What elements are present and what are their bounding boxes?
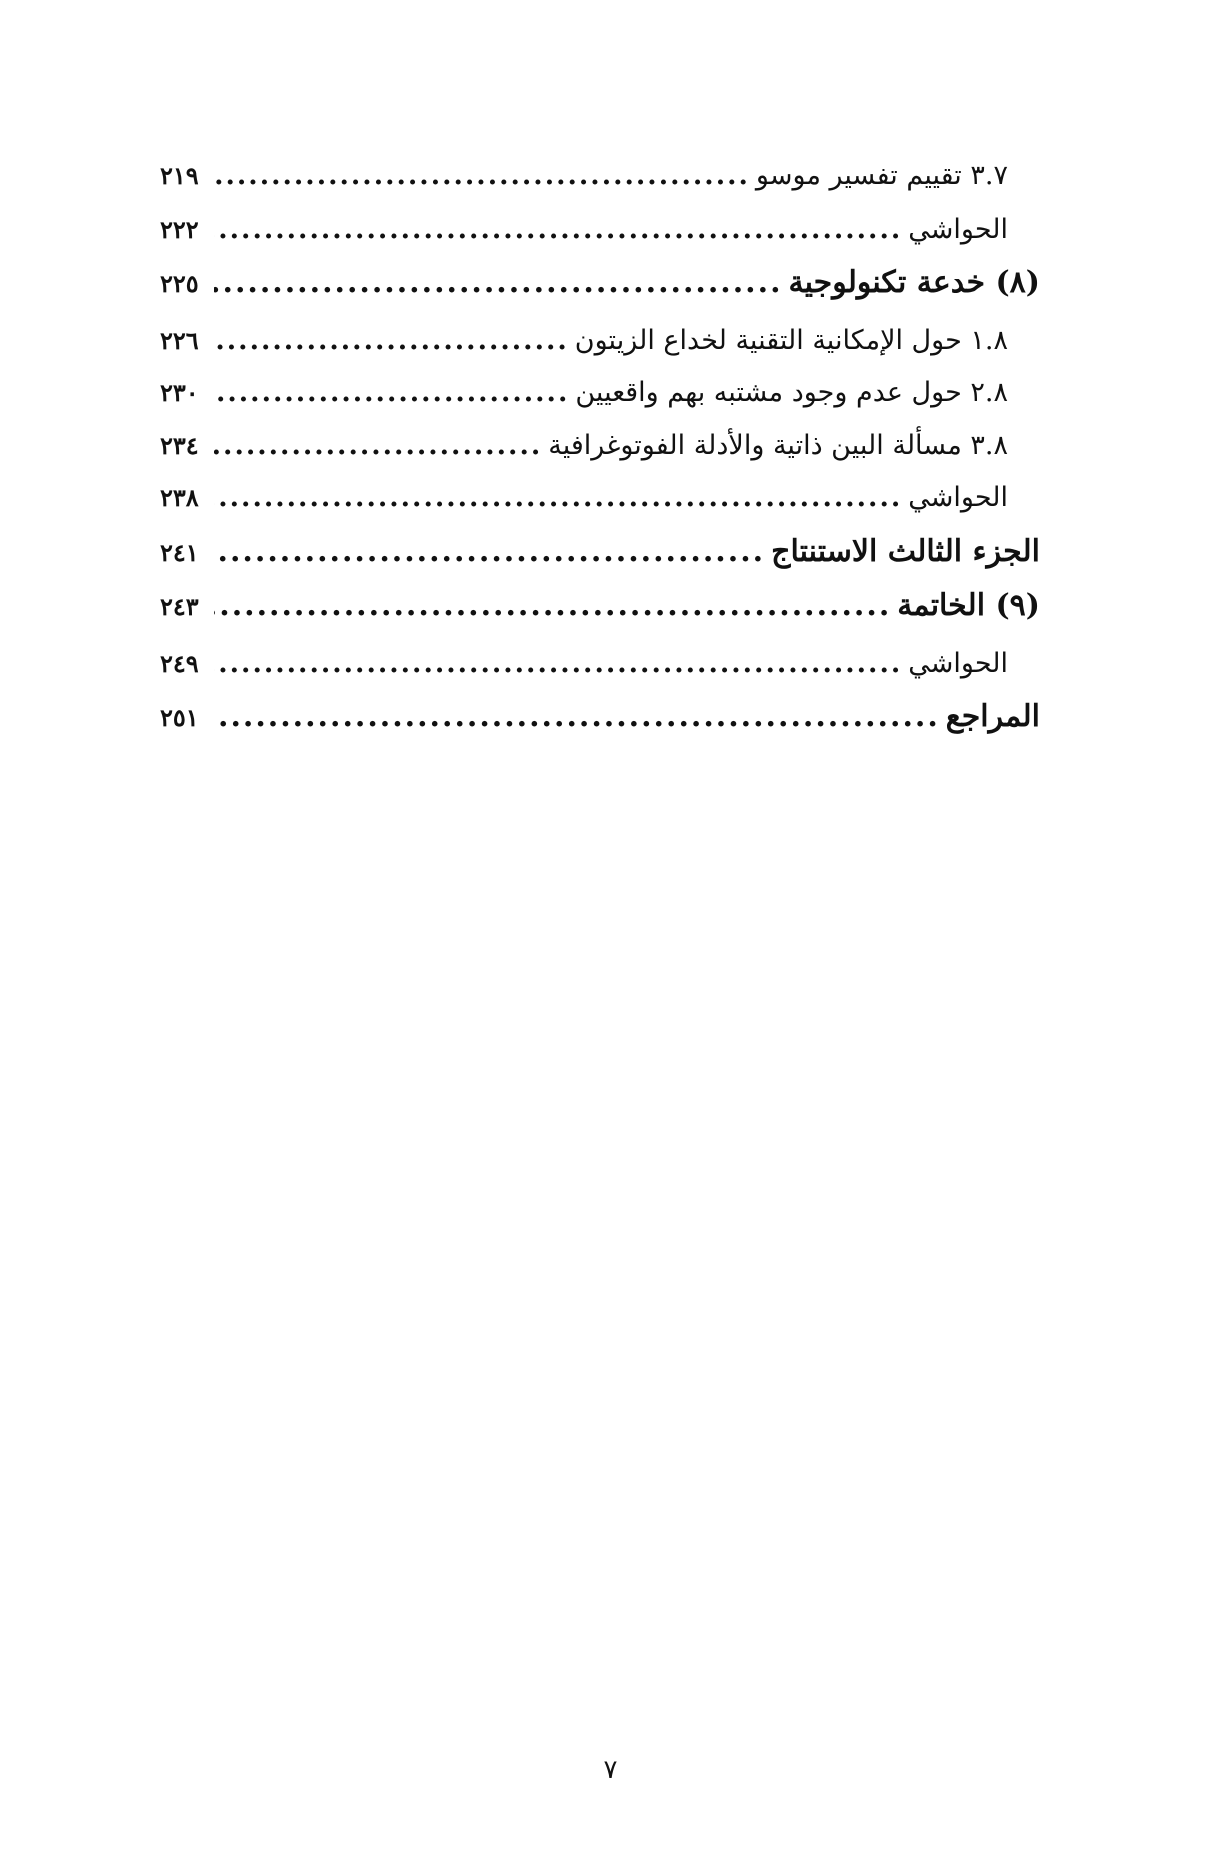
- toc-entry: [160, 214, 1040, 246]
- toc-entry-label: ٣.٨ مسألة البين ذاتية والأدلة الفوتوغرافية: [548, 429, 1008, 461]
- dot-leader: [214, 430, 542, 462]
- toc-entry-page: ٢٤٩: [160, 649, 199, 679]
- toc-entry-page: ٢٣٨: [160, 482, 199, 512]
- dot-leader: [214, 214, 902, 246]
- toc-entry-part: [160, 534, 1040, 570]
- dot-leader: [214, 648, 902, 680]
- toc-entry-label: ٢.٨ حول عدم وجود مشتبه بهم واقعيين: [575, 377, 1008, 409]
- toc-entry-label: (٩) الخاتمة: [897, 588, 1040, 624]
- toc-entry-page: ٢١٩: [160, 161, 199, 190]
- toc-entry-page: ٢٢٦: [160, 325, 199, 355]
- toc-entry-page: ٢٤٣: [160, 592, 199, 622]
- toc-entry-chapter: [160, 265, 1040, 301]
- table-of-contents: [160, 160, 1040, 735]
- toc-entry: [160, 377, 1040, 409]
- toc-entry-references: [160, 699, 1040, 735]
- toc-entry-label: ٣.٧ تقييم تفسير موسو: [755, 160, 1008, 191]
- toc-entry-label: الحواشي: [908, 214, 1008, 246]
- toc-entry-label: ١.٨ حول الإمكانية التقنية لخداع الزيتون: [574, 324, 1008, 356]
- toc-entry: [160, 430, 1040, 462]
- toc-entry: [160, 160, 1040, 192]
- toc-entry-page: ٢٤١: [160, 538, 199, 568]
- page-number: ٧: [603, 1755, 618, 1785]
- toc-entry-label: المراجع: [945, 698, 1040, 734]
- toc-entry: [160, 325, 1040, 357]
- toc-entry-page: ٢٥١: [160, 702, 199, 732]
- toc-entry: [160, 482, 1040, 514]
- toc-entry-label: الحواشي: [908, 481, 1008, 513]
- dot-leader: [214, 699, 940, 735]
- dot-leader: [214, 482, 902, 514]
- dot-leader: [214, 588, 891, 624]
- dot-leader: [214, 534, 765, 570]
- dot-leader: [214, 377, 569, 409]
- toc-entry-label: الجزء الثالث الاستنتاج: [771, 534, 1040, 570]
- dot-leader: [214, 265, 783, 301]
- toc-entry: [160, 648, 1040, 680]
- toc-entry-page: ٢٢٢: [160, 215, 199, 245]
- toc-entry-label: (٨) خدعة تكنولوجية: [788, 264, 1040, 300]
- toc-entry-label: الحواشي: [908, 648, 1008, 680]
- dot-leader: [214, 325, 569, 357]
- toc-entry-page: ٢٢٥: [160, 268, 199, 298]
- dot-leader: [214, 160, 750, 192]
- toc-entry-page: ٢٣٤: [160, 430, 199, 460]
- toc-entry-chapter: [160, 588, 1040, 624]
- toc-entry-page: ٢٣٠: [160, 378, 199, 408]
